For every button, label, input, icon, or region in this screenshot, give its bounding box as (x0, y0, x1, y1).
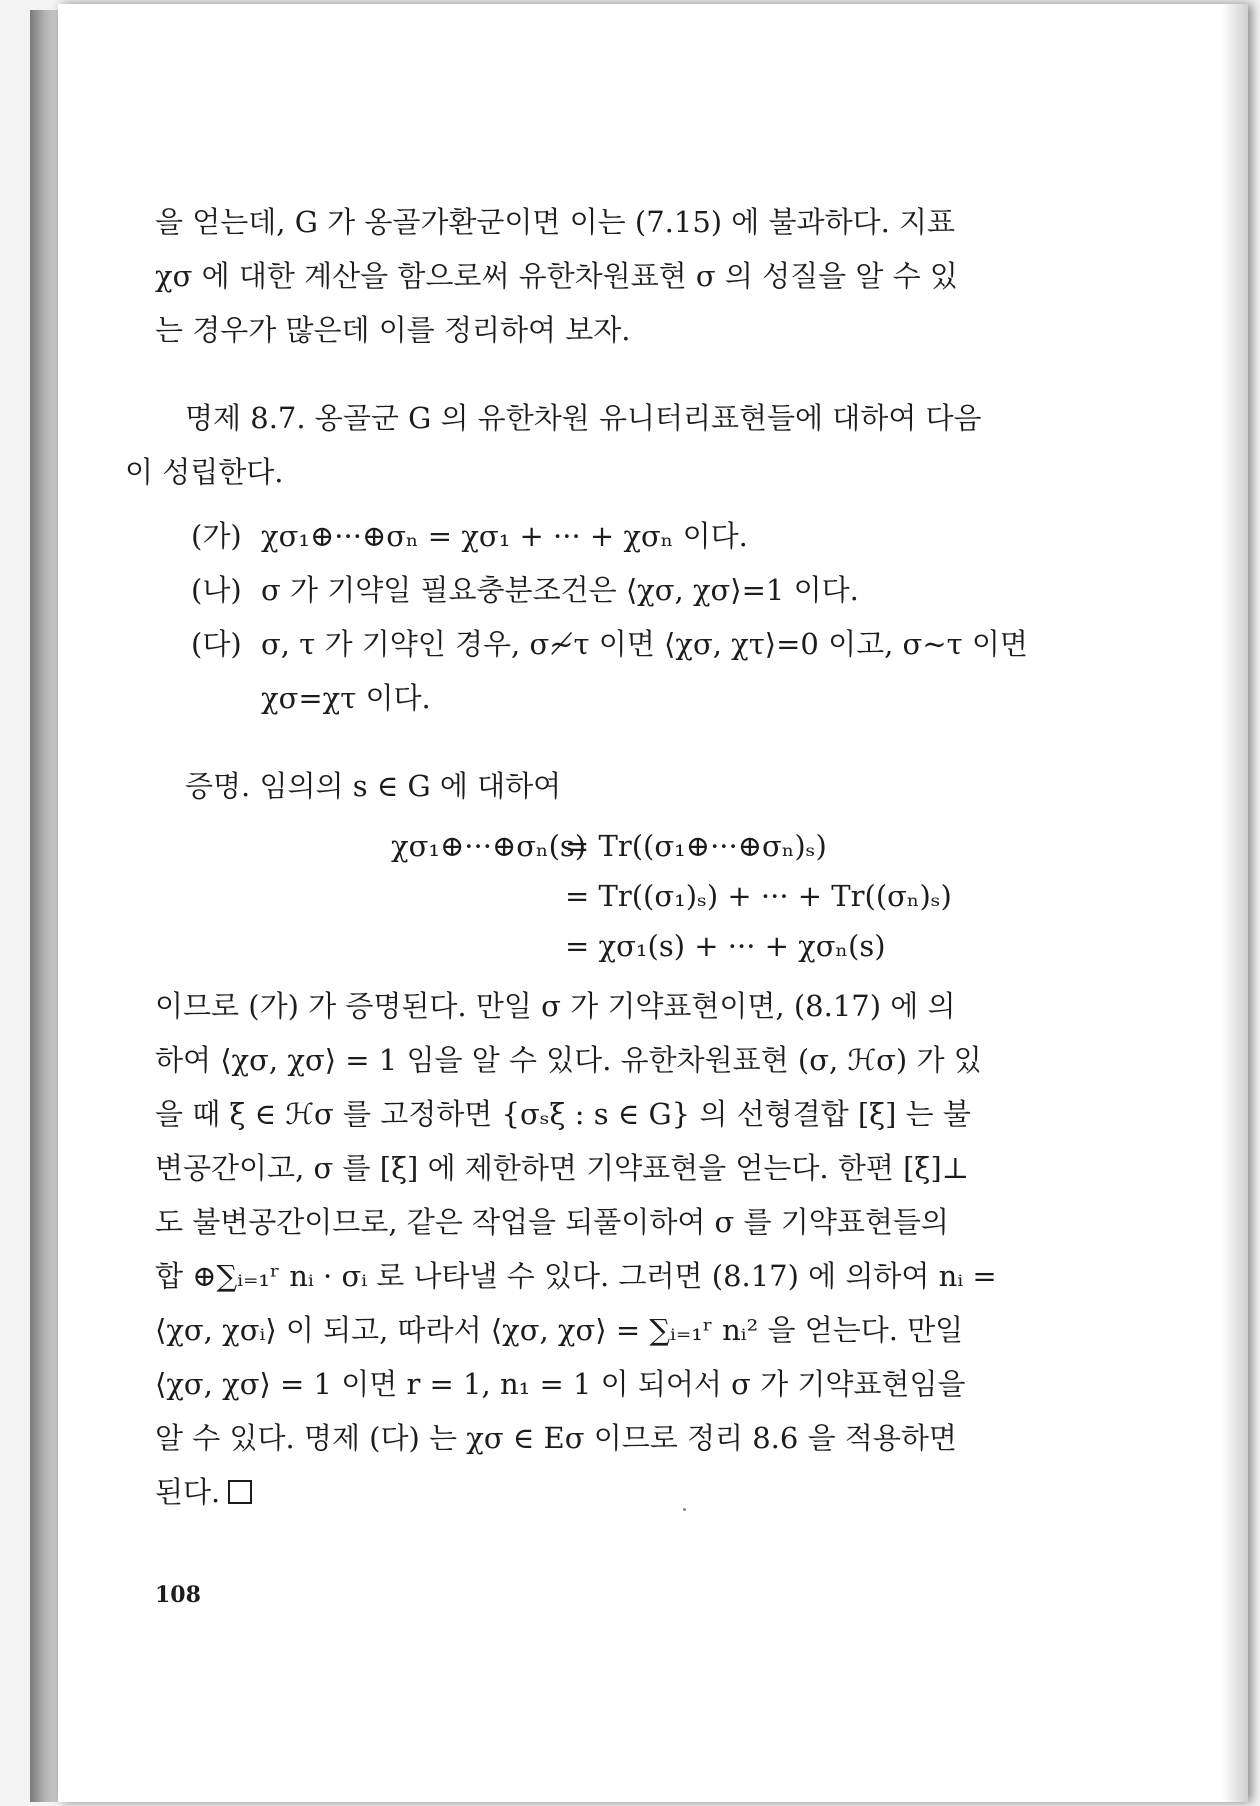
equation-lhs (391, 921, 551, 971)
page-text (125, 195, 1123, 1519)
equation-row (391, 871, 951, 921)
page-edge (1222, 4, 1248, 1802)
p2-line-1: 이므로 (가) 가 증명된다. 만일 σ 가 기약표현이면, (8.17) 에 의 (155, 989, 956, 1023)
p2-line-5: 도 불변공간이므로, 같은 작업을 되풀이하여 σ 를 기약표현들의 (155, 1205, 949, 1239)
prop-line-1: 명제 8.7. 옹골군 G 의 유한차원 유니터리표현들에 대하여 다음 (185, 401, 982, 435)
prop-line-2: 이 성립한다. (125, 455, 284, 489)
item-label: (다) (191, 627, 242, 661)
paragraph-1 (155, 195, 1123, 357)
p2-line-9: 알 수 있다. 명제 (다) 는 χσ ∈ Eσ 이므로 정리 8.6 을 적용하면 (155, 1421, 957, 1455)
item-label: (가) (191, 519, 242, 553)
p2-line-4: 변공간이고, σ 를 [ξ] 에 제한하면 기약표현을 얻는다. 한편 [ξ]⊥ (155, 1151, 969, 1185)
scan-speck (683, 1508, 686, 1511)
p2-line-2: 하여 ⟨χσ, χσ⟩ = 1 임을 알 수 있다. 유한차원표현 (σ, ℋσ) 가 있 (155, 1043, 982, 1077)
spacer (155, 725, 1123, 759)
paragraph-2 (155, 979, 1123, 1519)
item-na (191, 563, 1123, 617)
equation-rhs: = Tr((σ₁⊕···⊕σₙ)ₛ) (565, 829, 827, 863)
equation-lhs: χσ₁⊕···⊕σₙ(s) (391, 829, 587, 863)
p2-line-8: ⟨χσ, χσ⟩ = 1 이면 r = 1, n₁ = 1 이 되어서 σ 가 기약표현임을 (155, 1367, 966, 1401)
page-number: 108 (155, 1582, 201, 1608)
proof-heading: 증명. 임의의 s ∈ G 에 대하여 (185, 769, 562, 803)
item-da-continued: χσ=χτ 이다. (261, 681, 431, 715)
qed-box-icon (228, 1480, 252, 1504)
item-da (191, 617, 1123, 671)
item-text: σ, τ 가 기약인 경우, σ≁τ 이면 ⟨χσ, χτ⟩=0 이고, σ∼τ 이면 (261, 627, 1028, 661)
p1-line-3: 는 경우가 많은데 이를 정리하여 보자. (155, 313, 631, 347)
spacer (155, 357, 1123, 391)
p2-line-10: 된다. (155, 1475, 221, 1509)
p2-line-3: 을 때 ξ ∈ ℋσ 를 고정하면 {σₛξ : s ∈ G} 의 선형결합 [ξ] 는 불 (155, 1097, 971, 1131)
equation-rhs: = χσ₁(s) + ··· + χσₙ(s) (565, 929, 886, 963)
p1-line-2: χσ 에 대한 계산을 함으로써 유한차원표현 σ 의 성질을 알 수 있 (155, 259, 958, 293)
equation-row (391, 821, 951, 871)
p1-line-1: 을 얻는데, G 가 옹골가환군이면 이는 (7.15) 에 불과하다. 지표 (155, 205, 956, 239)
item-text: χσ₁⊕···⊕σₙ = χσ₁ + ··· + χσₙ 이다. (261, 519, 748, 553)
item-label: (나) (191, 573, 242, 607)
equation-lhs (391, 871, 551, 921)
item-text: σ 가 기약일 필요충분조건은 ⟨χσ, χσ⟩=1 이다. (261, 573, 859, 607)
equation-block (391, 821, 951, 971)
proposition-8-7 (125, 391, 1123, 499)
equation-row (391, 921, 951, 971)
p2-line-6: 합 ⊕∑ᵢ₌₁ʳ nᵢ · σᵢ 로 나타낼 수 있다. 그러면 (8.17) 에 의하여 nᵢ = (155, 1259, 997, 1293)
p2-line-7: ⟨χσ, χσᵢ⟩ 이 되고, 따라서 ⟨χσ, χσ⟩ = ∑ᵢ₌₁ʳ nᵢ² 을 얻는다. 만일 (155, 1313, 964, 1347)
item-ga (191, 509, 1123, 563)
equation-rhs: = Tr((σ₁)ₛ) + ··· + Tr((σₙ)ₛ) (565, 879, 952, 913)
